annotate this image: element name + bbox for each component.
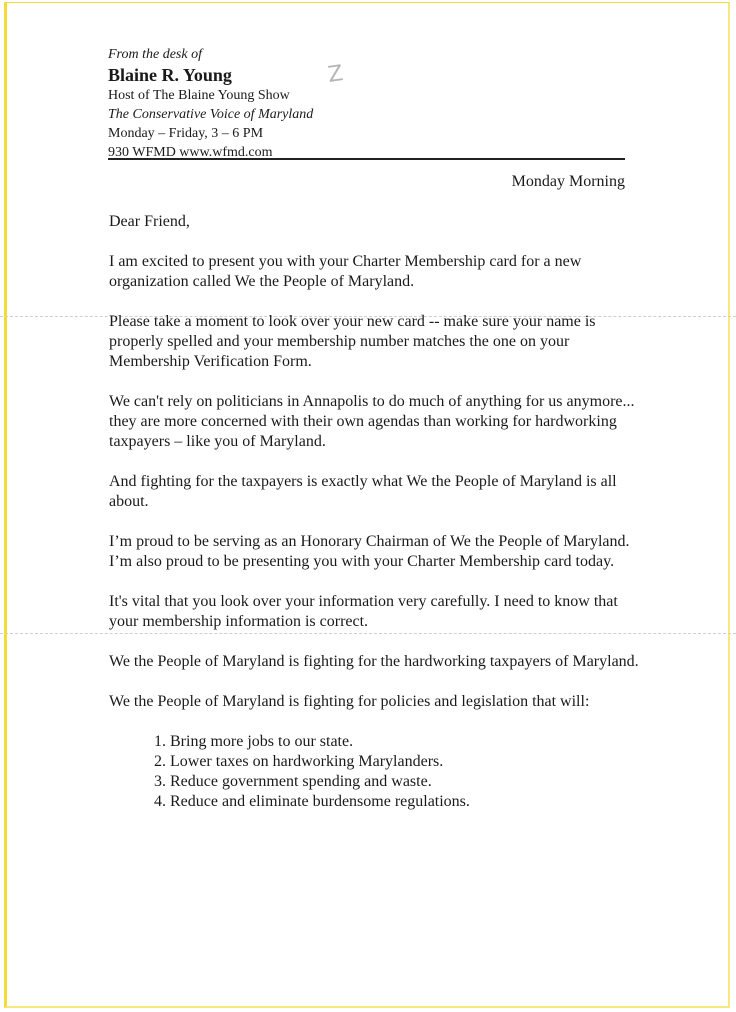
show-host-line: Host of The Blaine Young Show — [108, 88, 290, 103]
paragraph: Please take a moment to look over your new card -- make sure your name is properly spelled and your membership number matches the one on your Membership Verification Form. — [109, 313, 596, 370]
letterhead — [108, 45, 313, 162]
letterhead-divider — [108, 158, 625, 160]
paragraph: And fighting for the taxpayers is exactly what We the People of Maryland is all about. — [109, 473, 617, 510]
handwritten-mark: Z — [326, 61, 345, 88]
letter-body — [109, 212, 639, 812]
paragraph: We the People of Maryland is fighting for the hardworking taxpayers of Maryland. — [109, 653, 639, 670]
list-item: 1. Bring more jobs to our state. — [170, 732, 639, 752]
list-item: 4. Reduce and eliminate burdensome regulations. — [170, 792, 639, 812]
paragraph: I’m proud to be serving as an Honorary Chairman of We the People of Maryland. I’m also proud to be presenting you with your Charter Membership card today. — [109, 533, 630, 570]
paragraph: We can't rely on politicians in Annapolis to do much of anything for us anymore... they are more concerned with their own agendas than working for hardworking taxpayers – like you of Maryland. — [109, 393, 635, 450]
letterhead-desk-line: From the desk of — [108, 47, 202, 62]
show-tagline: The Conservative Voice of Maryland — [108, 107, 314, 122]
salutation: Dear Friend, — [109, 213, 190, 230]
station-info: 930 WFMD www.wfmd.com — [108, 145, 273, 160]
paragraph: I am excited to present you with your Charter Membership card for a new organization called We the People of Maryland. — [109, 253, 582, 290]
sender-name: Blaine R. Young — [108, 65, 232, 85]
letter-date: Monday Morning — [511, 173, 625, 190]
goals-list — [109, 732, 639, 812]
show-hours: Monday – Friday, 3 – 6 PM — [108, 126, 264, 141]
list-item: 3. Reduce government spending and waste. — [170, 772, 639, 792]
list-item: 2. Lower taxes on hardworking Marylanders. — [170, 752, 639, 772]
paragraph: We the People of Maryland is fighting for policies and legislation that will: — [109, 693, 590, 710]
paragraph: It's vital that you look over your information very carefully. I need to know that your membership information is correct. — [109, 593, 618, 630]
